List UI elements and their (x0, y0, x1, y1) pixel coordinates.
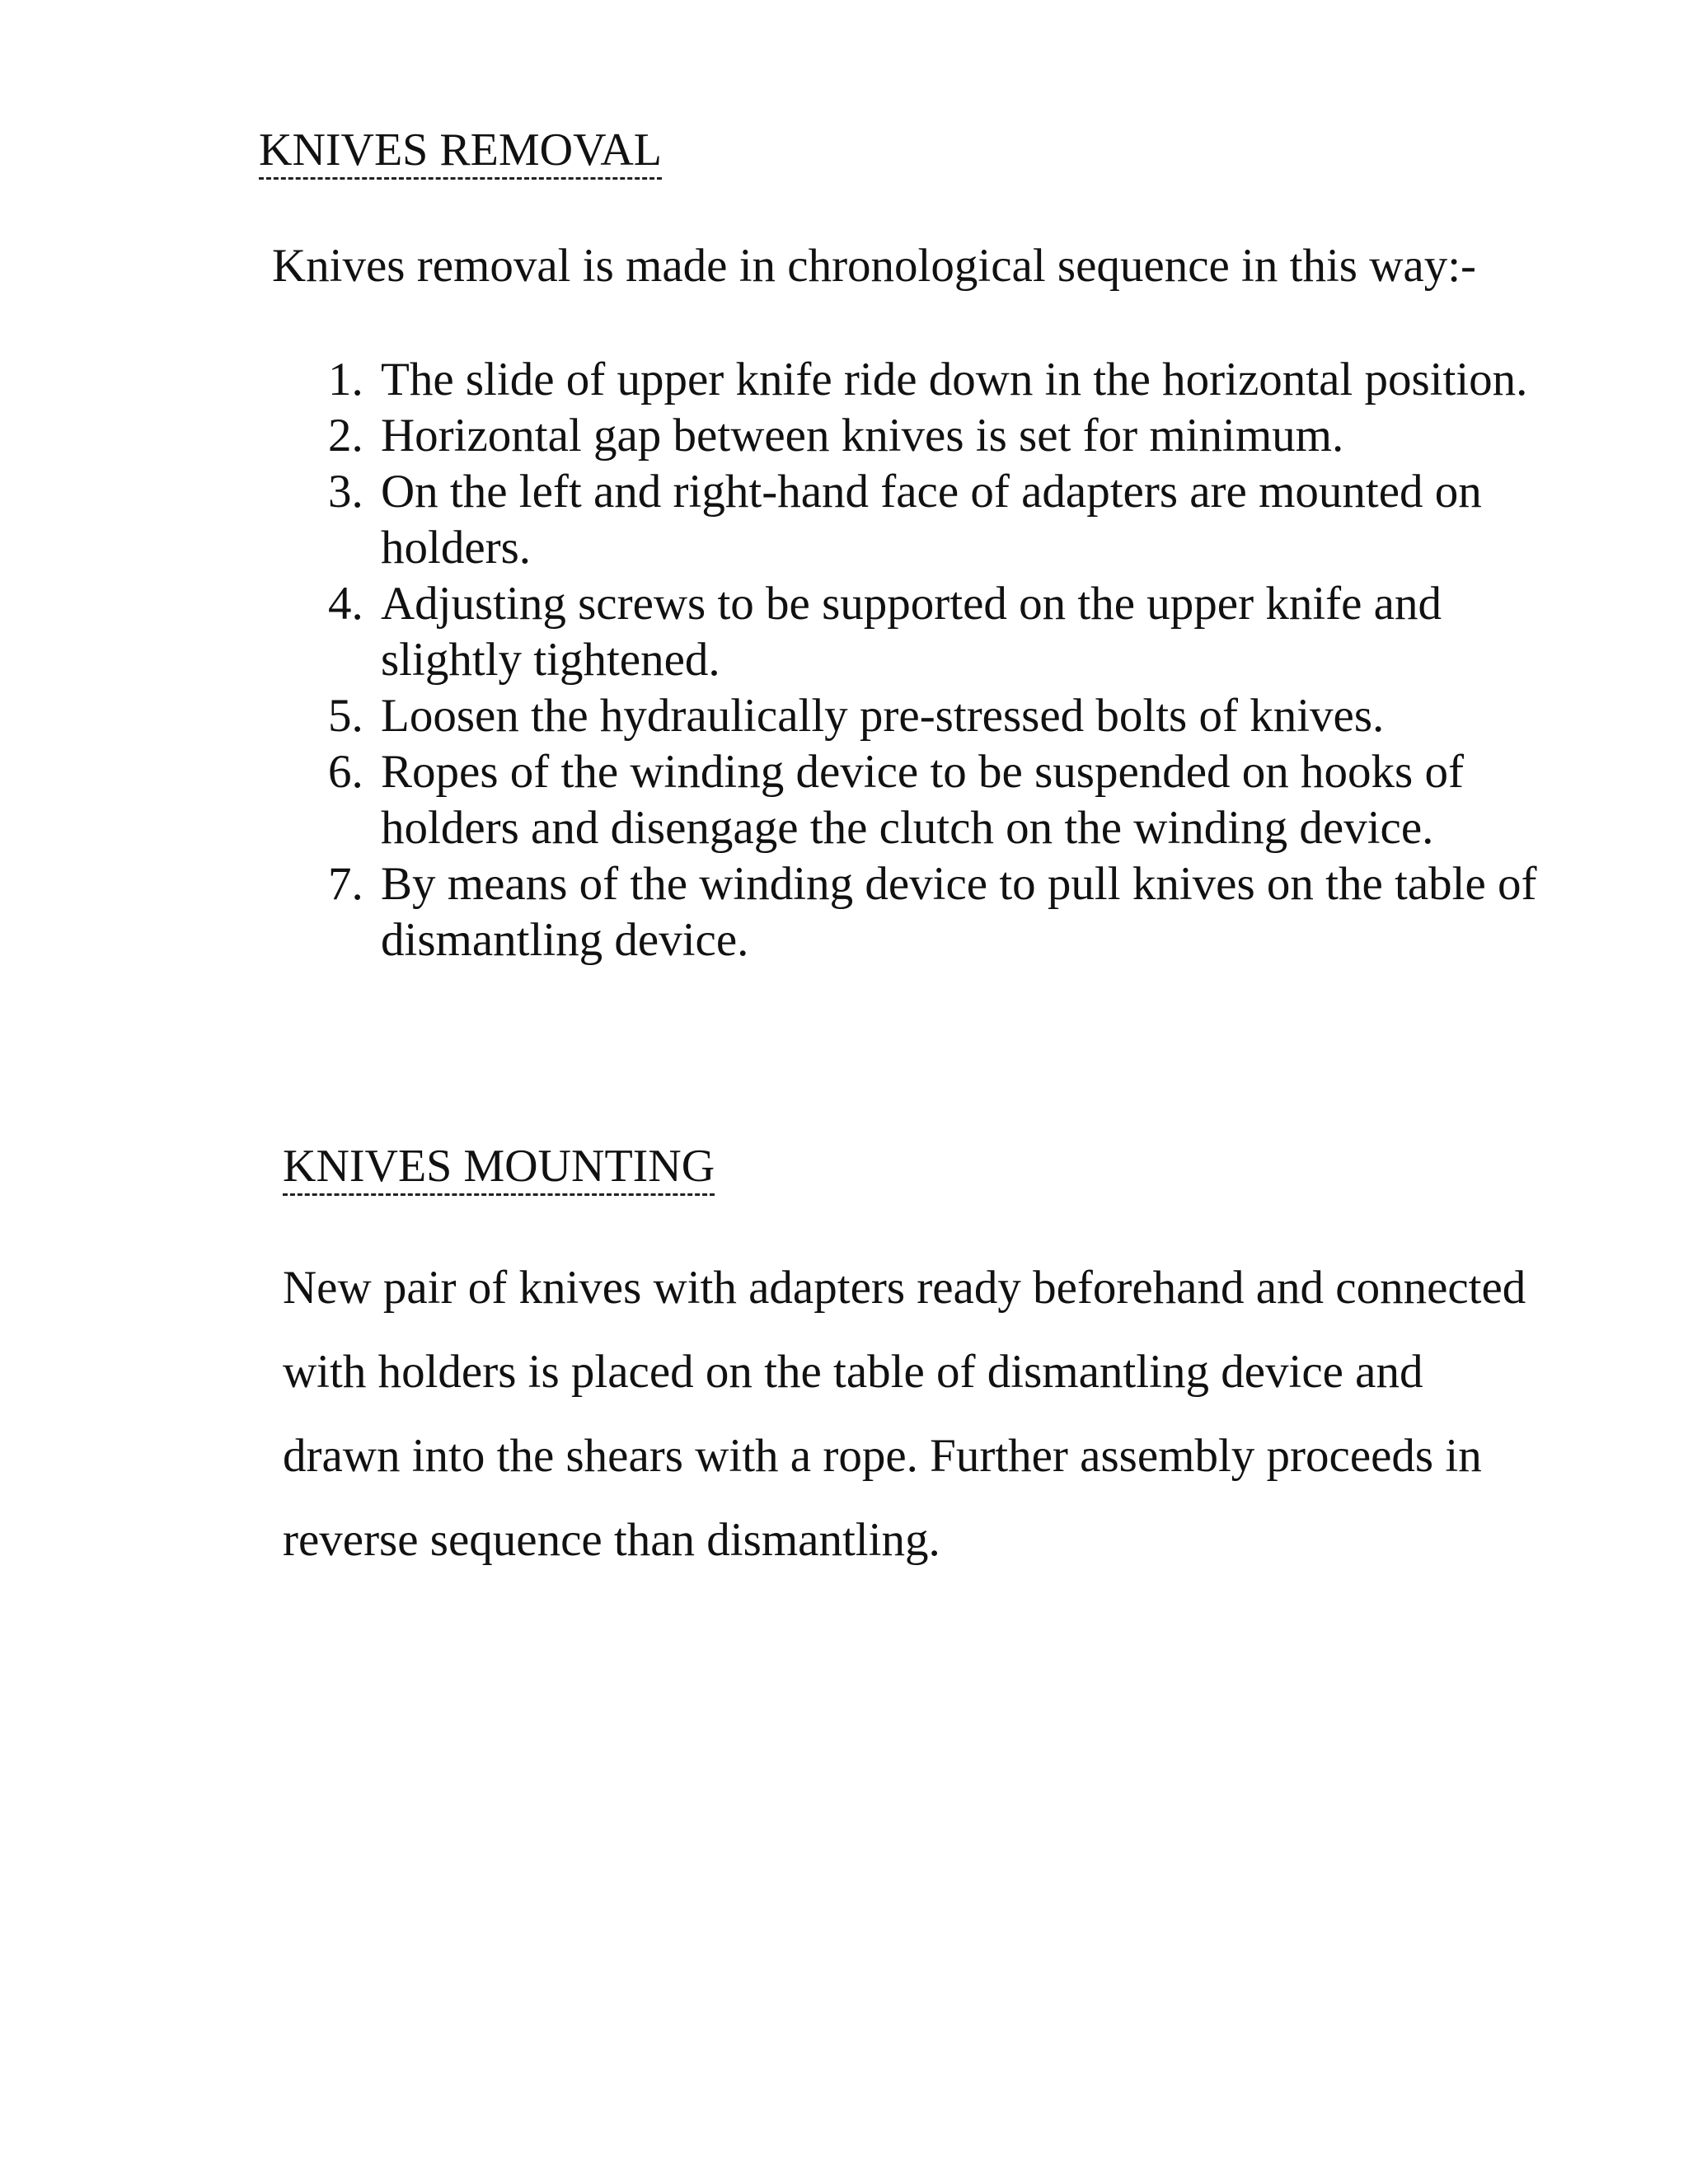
mounting-paragraph: New pair of knives with adapters ready beforehand and connected with holders is placed on the table of dismantling device and drawn into the shears with a rope. Further assembly proceeds in reverse sequence than dismantling. (283, 1262, 1526, 1566)
intro-paragraph: Knives removal is made in chronological sequence in this way:- (272, 240, 1477, 292)
list-item-number: 3. (328, 466, 363, 518)
list-item (0, 744, 1551, 856)
list-item-number: 7. (328, 858, 363, 910)
list-item-text: On the left and right-hand face of adapters are mounted on holders. (381, 466, 1482, 574)
list-item-number: 1. (328, 354, 363, 405)
section-heading-knives-removal: KNIVES REMOVAL (259, 125, 662, 180)
list-item (0, 352, 1551, 408)
list-item-text: Ropes of the winding device to be suspended on hooks of holders and disengage the clutch on the winding device. (381, 746, 1464, 854)
list-item (0, 408, 1551, 464)
list-item (0, 464, 1551, 576)
list-item-number: 2. (328, 410, 363, 462)
list-item-number: 6. (328, 746, 363, 798)
list-item-number: 5. (328, 690, 363, 742)
list-item-text: The slide of upper knife ride down in the horizontal position. (381, 354, 1528, 405)
list-item (0, 856, 1551, 968)
list-item-text: Horizontal gap between knives is set for minimum. (381, 410, 1344, 462)
list-item (0, 576, 1551, 688)
list-item-text: Loosen the hydraulically pre-stressed bolts of knives. (381, 690, 1385, 742)
list-item-text: By means of the winding device to pull knives on the table of dismantling device. (381, 858, 1537, 966)
list-item-number: 4. (328, 578, 363, 630)
section-heading-knives-mounting: KNIVES MOUNTING (283, 1141, 715, 1196)
list-item-text: Adjusting screws to be supported on the upper knife and slightly tightened. (381, 578, 1442, 686)
removal-steps-list (0, 352, 1688, 968)
list-item (0, 688, 1551, 744)
